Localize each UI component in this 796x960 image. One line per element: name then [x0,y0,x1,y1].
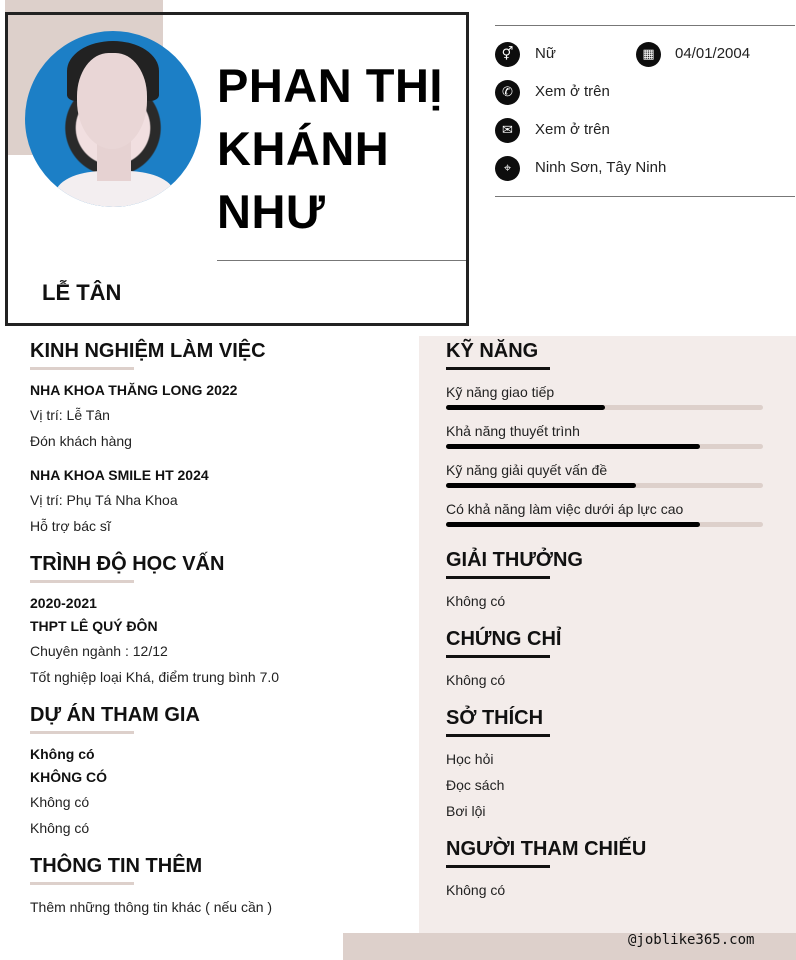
gender-icon: ⚥ [495,42,520,67]
skill-bar [446,405,763,410]
additional-title: THÔNG TIN THÊM [30,855,203,877]
experience-description-2: Hỗ trợ bác sĩ [30,518,111,534]
additional-text: Thêm những thông tin khác ( nếu cần ) [30,899,273,915]
address-value: Ninh Sơn, Tây Ninh [535,159,667,176]
experience-company-2: NHA KHOA SMILE HT 2024 [30,467,209,483]
references-underline [446,865,550,868]
hobby-item: Học hỏi [446,751,494,767]
education-title: TRÌNH ĐỘ HỌC VẤN [30,553,225,575]
education-school: THPT LÊ QUÝ ĐÔN [30,618,158,634]
awards-title: GIẢI THƯỞNG [446,549,583,571]
skill-label: Kỹ năng giao tiếp [446,384,555,400]
job-title: LỄ TÂN [42,280,122,305]
education-major: Chuyên ngành : 12/12 [30,643,168,659]
certificates-title: CHỨNG CHỈ [446,628,562,650]
birthday-value: 04/01/2004 [675,45,751,62]
projects-title: DỰ ÁN THAM GIA [30,704,200,726]
skill-bar [446,444,763,449]
skill-bar-fill [446,483,636,488]
experience-position-2: Vị trí: Phụ Tá Nha Khoa [30,492,178,508]
references-title: NGƯỜI THAM CHIẾU [446,838,647,860]
projects-underline [30,731,134,734]
awards-underline [446,576,550,579]
name-line-3: NHƯ [217,185,326,238]
projects-line-3: Không có [30,794,90,810]
avatar-face [77,53,147,149]
contact-divider-bottom [495,196,795,197]
name-line-1: PHAN THỊ [217,59,443,112]
skill-label: Kỹ năng giải quyết vấn đề [446,462,608,478]
name-divider [217,260,466,261]
avatar [25,31,201,207]
references-text: Không có [446,882,506,898]
hobbies-underline [446,734,550,737]
projects-line-1: Không có [30,746,95,762]
contact-divider-top [495,25,795,26]
phone-icon: ✆ [495,80,520,105]
email-value: Xem ở trên [535,121,610,138]
projects-line-2: KHÔNG CÓ [30,769,107,785]
skill-bar-fill [446,444,700,449]
candidate-name [217,54,462,243]
name-line-2: KHÁNH [217,122,390,175]
education-years: 2020-2021 [30,595,97,611]
education-underline [30,580,134,583]
skill-bar-fill [446,405,605,410]
location-icon: ⌖ [495,156,520,181]
skills-underline [446,367,550,370]
email-icon: ✉ [495,118,520,143]
footer-watermark: @joblike365.com [628,932,755,948]
skills-title: KỸ NĂNG [446,340,539,362]
awards-text: Không có [446,593,506,609]
additional-underline [30,882,134,885]
hobby-item: Bơi lội [446,803,486,819]
education-result: Tốt nghiệp loại Khá, điểm trung bình 7.0 [30,669,280,685]
certificates-text: Không có [446,672,506,688]
gender-value: Nữ [535,45,556,62]
skill-label: Có khả năng làm việc dưới áp lực cao [446,501,684,517]
hobbies-title: SỞ THÍCH [446,707,544,729]
skill-bar [446,483,763,488]
skill-bar-fill [446,522,700,527]
phone-value: Xem ở trên [535,83,610,100]
experience-underline [30,367,134,370]
skill-bar [446,522,763,527]
experience-position-1: Vị trí: Lễ Tân [30,407,110,423]
projects-line-4: Không có [30,820,90,836]
calendar-icon: ▦ [636,42,661,67]
hobby-item: Đọc sách [446,777,505,793]
experience-title: KINH NGHIỆM LÀM VIỆC [30,340,266,362]
experience-description-1: Đón khách hàng [30,433,132,449]
certificates-underline [446,655,550,658]
experience-company-1: NHA KHOA THĂNG LONG 2022 [30,382,238,398]
skill-label: Khả năng thuyết trình [446,423,580,439]
